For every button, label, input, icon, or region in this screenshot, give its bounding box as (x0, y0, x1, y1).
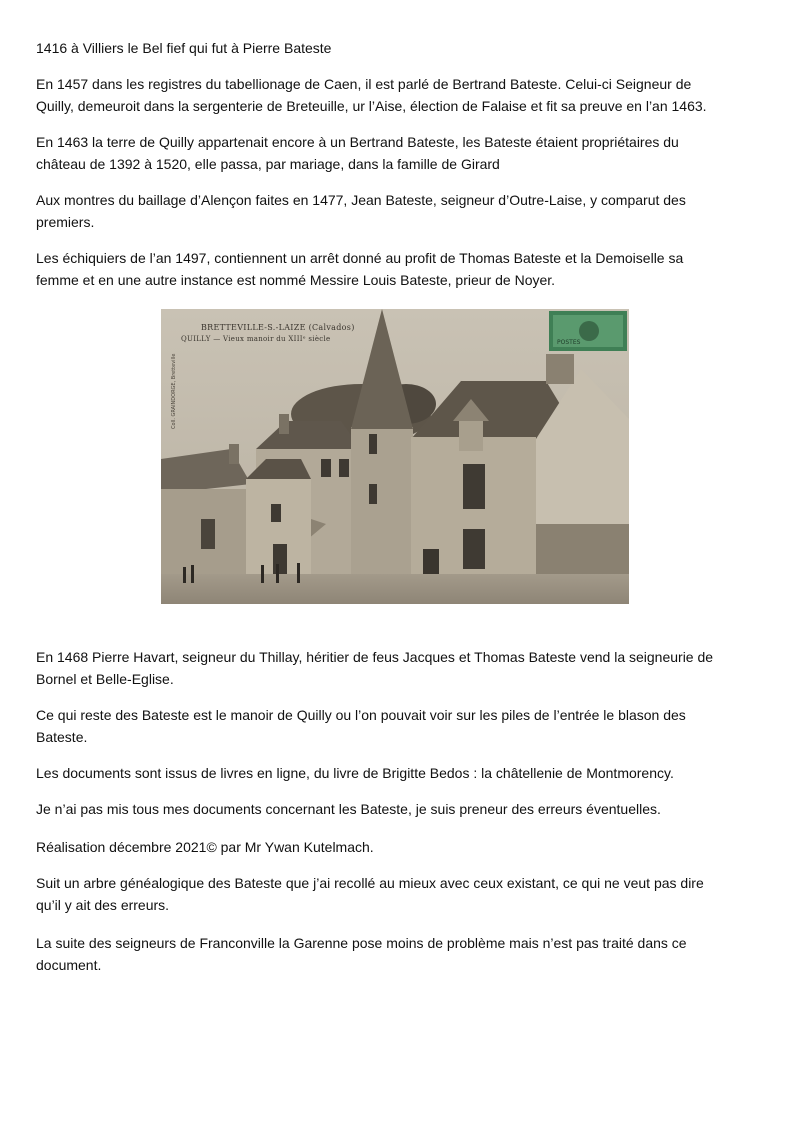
paragraph-manoir-quilly (36, 704, 756, 748)
paragraph-family-tree (36, 872, 756, 916)
text-line: document. (36, 957, 102, 973)
text-line: Réalisation décembre 2021© par Mr Ywan Kutelmach. (36, 839, 374, 855)
postcard-editor-credit: Coll. GRAINDORGE, Bretteville (171, 353, 177, 429)
postcard-title: BRETTEVILLE-S.-LAIZE (Calvados) (201, 323, 355, 332)
text-line: En 1468 Pierre Havart, seigneur du Thillay, héritier de feus Jacques et Thomas Bateste vend la seigneurie de (36, 649, 714, 665)
text-line: Suit un arbre généalogique des Bateste que j’ai recollé au mieux avec ceux existant, ce qui ne veut pas dire (36, 875, 704, 891)
paragraph-sources (36, 762, 756, 784)
text-line: Ce qui reste des Bateste est le manoir de Quilly ou l’on pouvait voir sur les piles de l’entrée le blason des (36, 707, 686, 723)
text-line: Quilly, demeuroit dans la sergenterie de Breteuille, ur l’Aise, élection de Falaise et fit sa preuve en l’an 1463. (36, 98, 707, 114)
text-line: En 1463 la terre de Quilly appartenait encore à un Bertrand Bateste, les Bateste étaient propriétaires du (36, 134, 679, 150)
text-line: qu’il y ait des erreurs. (36, 897, 170, 913)
text-line: 1416 à Villiers le Bel fief qui fut à Pierre Bateste (36, 40, 332, 56)
postcard-stamp: POSTES (557, 339, 581, 346)
text-line: Les échiquiers de l’an 1497, contiennent un arrêt donné au profit de Thomas Bateste et la Demoiselle sa (36, 250, 684, 266)
text-line: Les documents sont issus de livres en ligne, du livre de Brigitte Bedos : la châtellenie de Montmorency. (36, 765, 674, 781)
text-line: femme et en une autre instance est nommé Messire Louis Bateste, prieur de Noyer. (36, 272, 556, 288)
paragraph-caen-1457 (36, 73, 756, 117)
paragraph-havart-1468 (36, 646, 756, 690)
paragraph-franconville (36, 932, 756, 976)
text-line: Aux montres du baillage d’Alençon faites en 1477, Jean Bateste, seigneur d’Outre-Laise, y comparut des (36, 192, 686, 208)
postcard-caption: QUILLY — Vieux manoir du XIIIᵉ siècle (181, 335, 331, 343)
paragraph-echiquiers-1497 (36, 247, 756, 291)
paragraph-credit (36, 836, 756, 858)
text-line: Bornel et Belle-Eglise. (36, 671, 174, 687)
paragraph-alencon-1477 (36, 189, 756, 233)
text-line: Bateste. (36, 729, 88, 745)
text-line: En 1457 dans les registres du tabellionage de Caen, il est parlé de Bertrand Bateste. Celui-ci Seigneur de (36, 76, 692, 92)
text-line: La suite des seigneurs de Franconville la Garenne pose moins de problème mais n’est pas traité dans ce (36, 935, 687, 951)
manor-illustration (161, 309, 629, 604)
paragraph-errors-note (36, 798, 756, 820)
paragraph-quilly-1463 (36, 131, 756, 175)
postcard-photo-quilly-manor (161, 309, 629, 604)
text-line: château de 1392 à 1520, elle passa, par mariage, dans la famille de Girard (36, 156, 500, 172)
text-line: Je n’ai pas mis tous mes documents concernant les Bateste, je suis preneur des erreurs éventuelles. (36, 801, 661, 817)
paragraph-villiers (36, 37, 756, 59)
text-line: premiers. (36, 214, 95, 230)
